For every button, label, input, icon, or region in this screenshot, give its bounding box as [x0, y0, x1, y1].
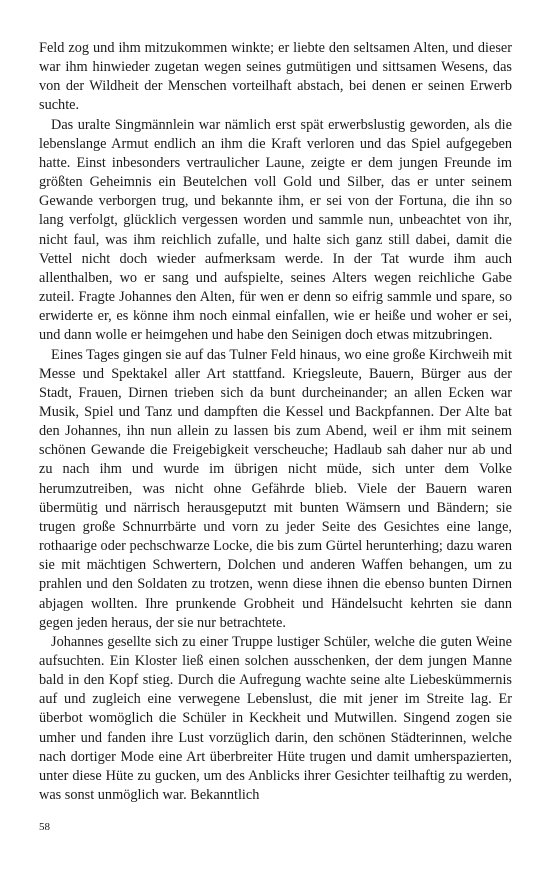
paragraph: Feld zog und ihm mitzukommen winkte; er liebte den seltsamen Alten, und dieser war ihm hinwieder zugetan wegen seines gutmütigen und sittsamen Wesens, das von der Wildheit der Menschen vorteilhaft abstach, bei denen er seinen Erwerb suchte.: [39, 40, 512, 114]
body-text: [39, 39, 512, 805]
paragraph: Johannes gesellte sich zu einer Truppe lustiger Schüler, welche die guten Weine aufsuchten. Ein Kloster ließ einen solchen ausschenken, der dem jungen Manne bald in den Kopf stieg. Durch die Aufregung wachte seine alte Liebeskümmernis auf und zugleich eine verwegene Lebenslust, die mit jener im Streite lag. Er überbot womöglich die Schüler in Keckheit und Mutwillen. Singend zogen sie umher und fanden ihre Lust vorzüglich darin, den schönen Städterinnen, welche nach dortiger Mode eine Art überbreiter Hüte trugen und damit umherspazierten, unter diese Hüte zu gucken, um des Anblicks ihrer Gesichter teilhaftig zu werden, was sonst unmöglich war. Bekanntlich: [39, 633, 512, 804]
paragraph: Eines Tages gingen sie auf das Tulner Feld hinaus, wo eine große Kirchweih mit Messe und Spektakel aller Art stattfand. Kriegsleute, Bauern, Bürger aus der Stadt, Frauen, Dirnen trieben sich da bunt durcheinander; an allen Ecken war Musik, Spiel und Tanz und dampften die Kessel und Backpfannen. Der Alte bat den Johannes, ihn nun allein zu lassen bis zum Abend, weil er ihm mit seinem schönen Gewande die Freigebigkeit verscheuche; Hadlaub sah daher nur ab und zu nach ihm und wurde im übrigen nicht müde, sich unter dem Volke herumzutreiben, was nicht ohne Gefährde blieb. Viele der Bauern waren übermütig und närrisch herausgeputzt mit bunten Wämsern und Bändern; sie trugen große Schnurrbärte und vorn zu jeder Seite des Gesichtes eine lange, rothaarige oder pechschwarze Locke, die bis zum Gürtel herunterhing; dazu waren sie mit mächtigen Schwertern, Dolchen und anderen Waffen behangen, um zu prahlen und den Soldaten zu trotzen, wenn diese ihnen die ebenso bunten Dirnen abjagen wollten. Ihre prunkende Grobheit und Händelsucht kehrten sie dann gegen jeden heraus, der sie nur betrachtete.: [39, 346, 512, 631]
page-number: 58: [39, 821, 50, 833]
paragraph: Das uralte Singmännlein war nämlich erst spät erwerbslustig geworden, als die lebenslange Armut endlich an ihm die Kraft verloren und das Spiel aufgegeben hatte. Einst inbesonders vertraulicher Laune, zeigte er dem jungen Freunde im größten Geheimnis ein Beutelchen voll Gold und Silber, das er unter seinem Gewande verborgen trug, und bekannte ihm, er sei von der Fortuna, die ihn so lang verfolgt, glücklich vergessen worden und sammle nun, unbeachtet von ihr, nicht faul, was ihm reichlich zufalle, und halte sich ganz still dabei, damit die Vettel nicht doch wieder aufmerksam werde. In der Tat wurde ihm auch allenthalben, wo er sang und aufspielte, seines Alters wegen reichliche Gabe zuteil. Fragte Johannes den Alten, für wen er denn so eifrig sammle und spare, so erwiderte er, es könne ihm noch einmal einfallen, wie er heiße und woher er sei, und dann wolle er heimgehen und habe den Seinigen doch etwas mitzubringen.: [39, 116, 512, 344]
